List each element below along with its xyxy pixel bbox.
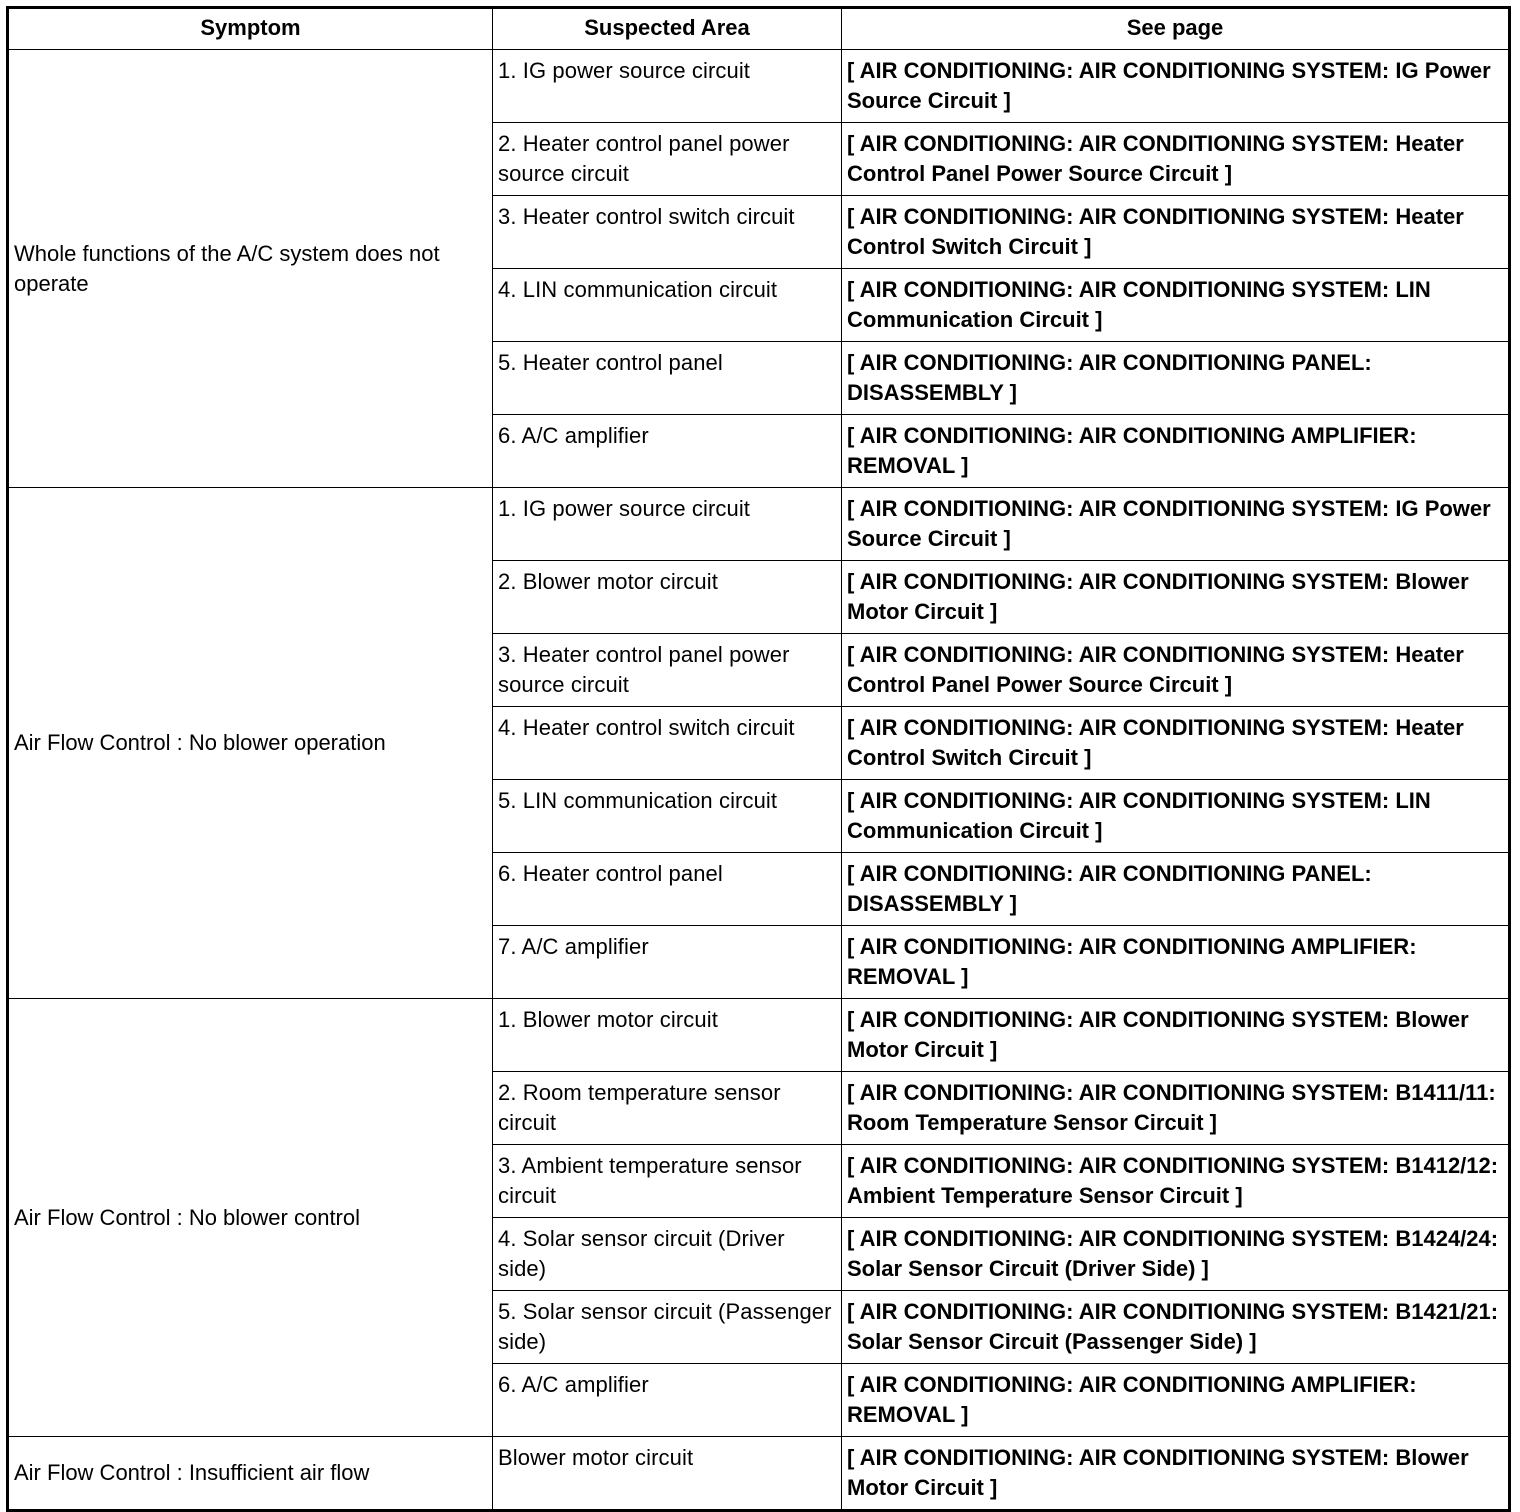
table-row (8, 488, 1510, 561)
see-page-link[interactable]: [ AIR CONDITIONING: AIR CONDITIONING SYSTEM: LIN Communication Circuit ] (842, 780, 1510, 853)
see-page-link[interactable]: [ AIR CONDITIONING: AIR CONDITIONING SYSTEM: IG Power Source Circuit ] (842, 50, 1510, 123)
suspected-area-cell: 3. Ambient temperature sensor circuit (493, 1145, 842, 1218)
header-suspected-area: Suspected Area (493, 8, 842, 50)
see-page-link[interactable]: [ AIR CONDITIONING: AIR CONDITIONING SYSTEM: B1421/21: Solar Sensor Circuit (Passenger Side) ] (842, 1291, 1510, 1364)
suspected-area-cell: 4. Solar sensor circuit (Driver side) (493, 1218, 842, 1291)
see-page-link[interactable]: [ AIR CONDITIONING: AIR CONDITIONING SYSTEM: Heater Control Switch Circuit ] (842, 196, 1510, 269)
see-page-link[interactable]: [ AIR CONDITIONING: AIR CONDITIONING SYSTEM: B1412/12: Ambient Temperature Sensor Circuit ] (842, 1145, 1510, 1218)
suspected-area-cell: 7. A/C amplifier (493, 926, 842, 999)
symptom-cell: Air Flow Control : No blower operation (8, 488, 493, 999)
suspected-area-cell: 4. LIN communication circuit (493, 269, 842, 342)
suspected-area-cell: 1. IG power source circuit (493, 50, 842, 123)
table-body (8, 50, 1510, 1511)
suspected-area-cell: 2. Room temperature sensor circuit (493, 1072, 842, 1145)
see-page-link[interactable]: [ AIR CONDITIONING: AIR CONDITIONING AMPLIFIER: REMOVAL ] (842, 1364, 1510, 1437)
suspected-area-cell: 5. Heater control panel (493, 342, 842, 415)
suspected-area-cell: 3. Heater control panel power source circuit (493, 634, 842, 707)
symptom-cell: Air Flow Control : No blower control (8, 999, 493, 1437)
header-row (8, 8, 1510, 50)
suspected-area-cell: 4. Heater control switch circuit (493, 707, 842, 780)
see-page-link[interactable]: [ AIR CONDITIONING: AIR CONDITIONING SYSTEM: B1424/24: Solar Sensor Circuit (Driver Side) ] (842, 1218, 1510, 1291)
see-page-link[interactable]: [ AIR CONDITIONING: AIR CONDITIONING SYSTEM: Blower Motor Circuit ] (842, 561, 1510, 634)
suspected-area-cell: 5. LIN communication circuit (493, 780, 842, 853)
see-page-link[interactable]: [ AIR CONDITIONING: AIR CONDITIONING SYSTEM: Blower Motor Circuit ] (842, 999, 1510, 1072)
suspected-area-cell: 3. Heater control switch circuit (493, 196, 842, 269)
see-page-link[interactable]: [ AIR CONDITIONING: AIR CONDITIONING SYSTEM: Blower Motor Circuit ] (842, 1437, 1510, 1511)
see-page-link[interactable]: [ AIR CONDITIONING: AIR CONDITIONING AMPLIFIER: REMOVAL ] (842, 926, 1510, 999)
table-row (8, 1437, 1510, 1511)
symptom-cell: Whole functions of the A/C system does not operate (8, 50, 493, 488)
see-page-link[interactable]: [ AIR CONDITIONING: AIR CONDITIONING AMPLIFIER: REMOVAL ] (842, 415, 1510, 488)
see-page-link[interactable]: [ AIR CONDITIONING: AIR CONDITIONING PANEL: DISASSEMBLY ] (842, 342, 1510, 415)
header-symptom: Symptom (8, 8, 493, 50)
suspected-area-cell: 6. Heater control panel (493, 853, 842, 926)
see-page-link[interactable]: [ AIR CONDITIONING: AIR CONDITIONING PANEL: DISASSEMBLY ] (842, 853, 1510, 926)
suspected-area-cell: 6. A/C amplifier (493, 415, 842, 488)
suspected-area-cell: Blower motor circuit (493, 1437, 842, 1511)
see-page-link[interactable]: [ AIR CONDITIONING: AIR CONDITIONING SYSTEM: IG Power Source Circuit ] (842, 488, 1510, 561)
suspected-area-cell: 6. A/C amplifier (493, 1364, 842, 1437)
table-row (8, 999, 1510, 1072)
see-page-link[interactable]: [ AIR CONDITIONING: AIR CONDITIONING SYSTEM: LIN Communication Circuit ] (842, 269, 1510, 342)
suspected-area-cell: 5. Solar sensor circuit (Passenger side) (493, 1291, 842, 1364)
suspected-area-cell: 2. Heater control panel power source circuit (493, 123, 842, 196)
suspected-area-cell: 1. IG power source circuit (493, 488, 842, 561)
see-page-link[interactable]: [ AIR CONDITIONING: AIR CONDITIONING SYSTEM: Heater Control Panel Power Source Circuit ] (842, 634, 1510, 707)
suspected-area-cell: 1. Blower motor circuit (493, 999, 842, 1072)
symptom-table (6, 6, 1511, 1512)
see-page-link[interactable]: [ AIR CONDITIONING: AIR CONDITIONING SYSTEM: Heater Control Switch Circuit ] (842, 707, 1510, 780)
symptom-cell: Air Flow Control : Insufficient air flow (8, 1437, 493, 1511)
table-row (8, 50, 1510, 123)
see-page-link[interactable]: [ AIR CONDITIONING: AIR CONDITIONING SYSTEM: Heater Control Panel Power Source Circuit ] (842, 123, 1510, 196)
header-see-page: See page (842, 8, 1510, 50)
suspected-area-cell: 2. Blower motor circuit (493, 561, 842, 634)
see-page-link[interactable]: [ AIR CONDITIONING: AIR CONDITIONING SYSTEM: B1411/11: Room Temperature Sensor Circuit ] (842, 1072, 1510, 1145)
